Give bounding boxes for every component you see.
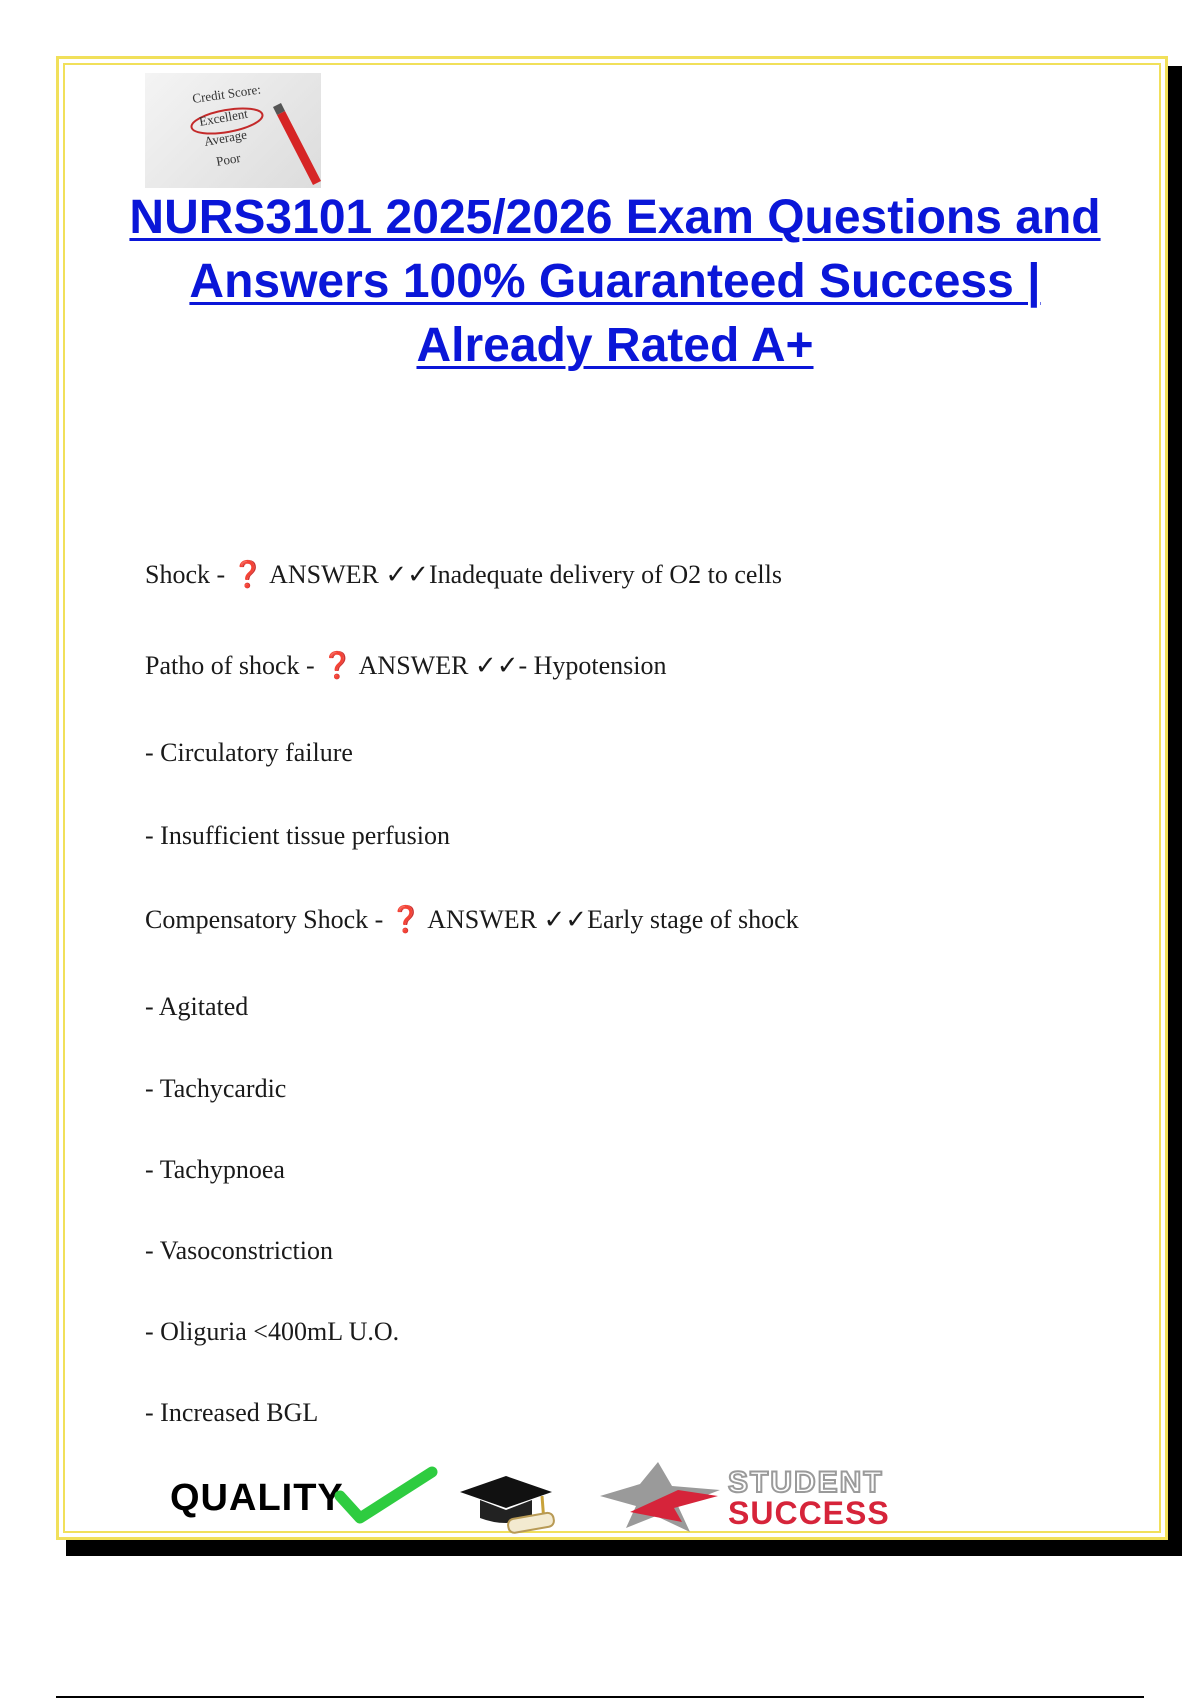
brand-bottom-text: SUCCESS xyxy=(728,1495,890,1531)
qa-line-11: - Increased BGL xyxy=(145,1398,319,1427)
qa-line-5: Compensatory Shock - ❓ ANSWER ✓✓Early stage of shock xyxy=(145,905,799,934)
qa-line-10: - Oliguria <400mL U.O. xyxy=(145,1317,400,1346)
logo-line-1: Credit Score: xyxy=(191,81,262,106)
qa-line-8: - Tachypnoea xyxy=(145,1155,285,1184)
footer-logo-strip xyxy=(170,1462,1050,1534)
quality-text: QUALITY xyxy=(170,1477,344,1519)
red-pencil-icon xyxy=(273,103,321,185)
logo-line-3: Average xyxy=(202,126,248,149)
student-success-logo xyxy=(600,1462,890,1532)
document-title-link[interactable]: NURS3101 2025/2026 Exam Questions and Answers 100% Guaranteed Success | Already Rated A+ xyxy=(129,191,1101,372)
qa-line-2: Patho of shock - ❓ ANSWER ✓✓- Hypotension xyxy=(145,651,667,680)
credit-score-logo xyxy=(145,73,321,188)
qa-line-4: - Insufficient tissue perfusion xyxy=(145,821,450,850)
qa-line-6: - Agitated xyxy=(145,992,249,1021)
bottom-divider xyxy=(56,1696,1144,1698)
qa-line-9: - Vasoconstriction xyxy=(145,1236,333,1265)
brand-top-text: STUDENT xyxy=(728,1466,884,1499)
qa-line-1: Shock - ❓ ANSWER ✓✓Inadequate delivery of O2 to cells xyxy=(145,560,782,589)
qa-line-7: - Tachycardic xyxy=(145,1074,287,1103)
graduation-cap-icon xyxy=(460,1476,555,1534)
green-check-icon xyxy=(340,1472,432,1518)
document-title xyxy=(100,186,1130,378)
logo-line-2: Excellent xyxy=(197,105,249,129)
quality-logo xyxy=(170,1472,432,1519)
logo-line-4: Poor xyxy=(214,149,242,169)
qa-line-3: - Circulatory failure xyxy=(145,738,353,767)
